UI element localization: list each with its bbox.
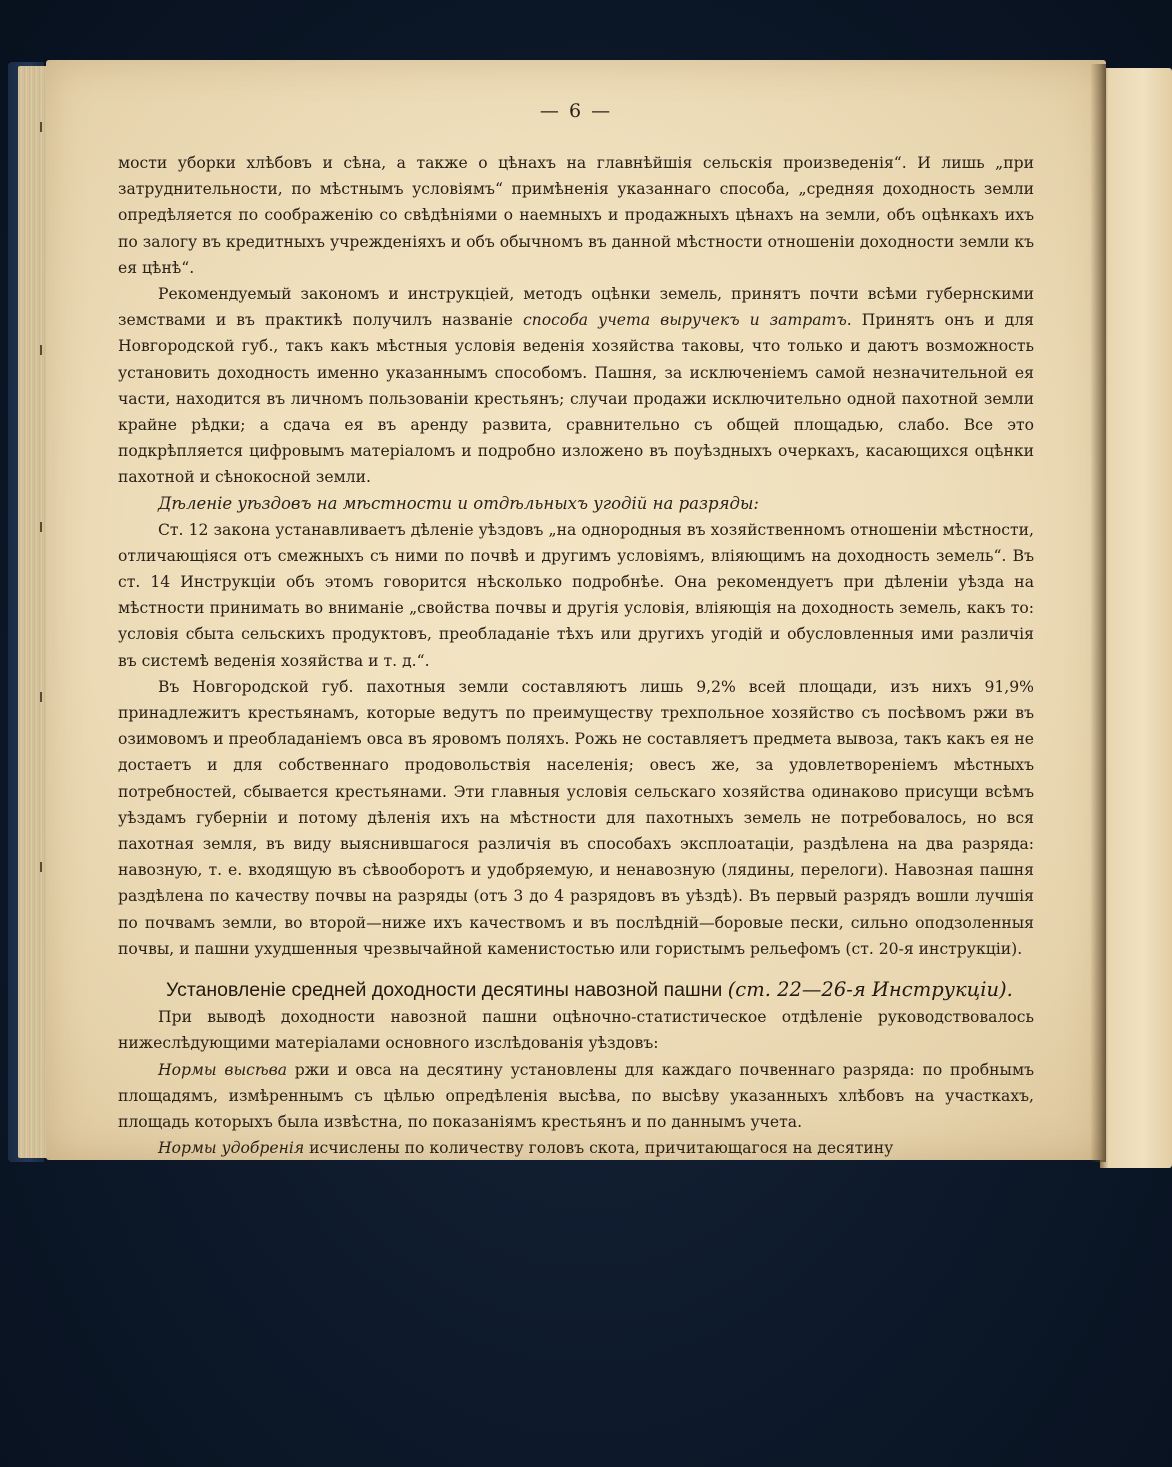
italic-term: способа учета выручекъ и затратъ — [522, 311, 847, 330]
section-title — [118, 976, 1034, 1004]
paragraph-text: ржи и овса на десятину установлены для каждаго почвеннаго разряда: по пробнымъ площадямъ, измѣреннымъ съ цѣлью опредѣленія высѣва, по высѣву указанныхъ хлѣбовъ на участкахъ, площадь которыхъ была извѣстна, по показаніямъ крестьянъ и по даннымъ учета. — [118, 1060, 1034, 1131]
section-title-text: Установленіе средней доходности десятины навозной пашни — [166, 979, 723, 1002]
page-gutter — [1090, 64, 1106, 1162]
paragraph-text: . Принятъ онъ и для Новгородской губ., такъ какъ мѣстныя условія веденія хозяйства таковы, что только и даютъ возможность установить доходность именно указаннымъ способомъ. Пашня, за исключеніемъ самой незначительной ея части, находится въ личномъ пользованіи крестьянъ; случаи продажи исключительно одной пахотной земли крайне рѣдки; а сдача ея въ аренду развита, сравнительно съ общей площадью, слабо. Все это подкрѣпляется цифровымъ матеріаломъ и подробно изложено въ поуѣздныхъ очеркахъ, касающихся оцѣнки пахотной и сѣнокосной земли. — [118, 311, 1034, 487]
italic-term: Нормы высѣва — [158, 1060, 288, 1079]
page-number: — 6 — — [539, 100, 613, 122]
paragraph-article-12: Ст. 12 закона устанавливаетъ дѣленіе уѣздовъ „на однородныя въ хозяйственномъ отношеніи мѣстности, отличающіяся отъ смежныхъ съ ними по почвѣ и другимъ условіямъ, вліяющимъ на доходность земель“. Въ ст. 14 Инструкціи объ этомъ говорится нѣсколько подробнѣе. Она рекомендуетъ при дѣленіи уѣзда на мѣстности принимать во вниманіе „свойства почвы и другія условія, вліяющія на доходность земель, какъ то: условія сбыта сельскихъ продуктовъ, преобладаніе тѣхъ или другихъ угодій и обусловленныя ими различія въ системѣ веденія хозяйства и т. д.“. — [118, 520, 1034, 670]
section-title-reference: (ст. 22—26-я Инструкціи). — [727, 978, 1013, 1002]
margin-mark — [40, 345, 42, 355]
page-content — [118, 100, 1034, 1161]
margin-mark — [40, 122, 42, 132]
paragraph-sowing-norms — [118, 1057, 1034, 1136]
paragraph-fertilizer-norms — [118, 1135, 1034, 1161]
margin-mark — [40, 522, 42, 532]
italic-term: Нормы удобренія — [158, 1139, 305, 1158]
paragraph-novgorod: Въ Новгородской губ. пахотныя земли составляютъ лишь 9,2% всей площади, изъ нихъ 91,9% принадлежитъ крестьянамъ, которые ведутъ по преимуществу трехпольное хозяйство съ посѣвомъ ржи въ озимовомъ и преобладаніемъ овса въ яровомъ поляхъ. Рожь не составляетъ предмета вывоза, такъ какъ ея не достаетъ и для собственнаго продовольствія населенія; овесъ же, за удовлетвореніемъ мѣстныхъ потребностей, сбывается крестьянами. Эти главныя условія сельскаго хозяйства одинаково присущи всѣмъ уѣздамъ губерніи и потому дѣленія ихъ на мѣстности для пахотныхъ земель не потребовалось, но вся пахотная земля, въ виду выяснившагося различія въ способахъ эксплоатаціи, раздѣлена на два разряда: навозную, т. е. входящую въ сѣвооборотъ и удобряемую, и ненавозную (лядины, перелоги). Навозная пашня раздѣлена по качеству почвы на разряды (отъ 3 до 4 разрядовъ въ уѣздѣ). Въ первый разрядъ вошли лучшія по почвамъ земли, во второй—ниже ихъ качествомъ и въ послѣдній—боровые пески, сильно оподзоленныя почвы, и пашни ухудшенныя чрезвычайной каменистостью или гористымъ рельефомъ (ст. 20-я инструкціи). — [118, 677, 1034, 958]
paragraph-method — [118, 281, 1034, 491]
paragraph-text: Рекомендуемый закономъ и инструкціей, методъ оцѣнки земель, принятъ почти всѣми губернскими земствами и въ практикѣ получилъ названіе — [118, 285, 1034, 330]
paragraph-derivation: При выводѣ доходности навозной пашни оцѣночно-статистическое отдѣленіе руководствовалось нижеслѣдующими матеріалами основного изслѣдованія уѣздовъ: — [118, 1008, 1034, 1053]
paragraph-text: исчислены по количеству головъ скота, причитающагося на десятину — [304, 1139, 894, 1158]
margin-mark — [40, 692, 42, 702]
subheading-division: Дѣленіе уѣздовъ на мѣстности и отдѣльныхъ угодій на разряды: — [158, 493, 759, 513]
paragraph-continuation: мости уборки хлѣбовъ и сѣна, а также о цѣнахъ на главнѣйшія сельскія произведенія“. И лишь „при затруднительности, по мѣстнымъ условіямъ“ примѣненія указаннаго способа, „средняя доходность земли опредѣляется по соображенію со свѣдѣніями о наемныхъ и продажныхъ цѣнахъ на земли, объ оцѣнкахъ ихъ по залогу въ кредитныхъ учрежденіяхъ и объ обычномъ въ данной мѣстности отношеніи доходности земли къ ея цѣнѣ“. — [118, 154, 1034, 277]
next-page-edge — [1100, 68, 1172, 1168]
margin-mark — [40, 862, 42, 872]
